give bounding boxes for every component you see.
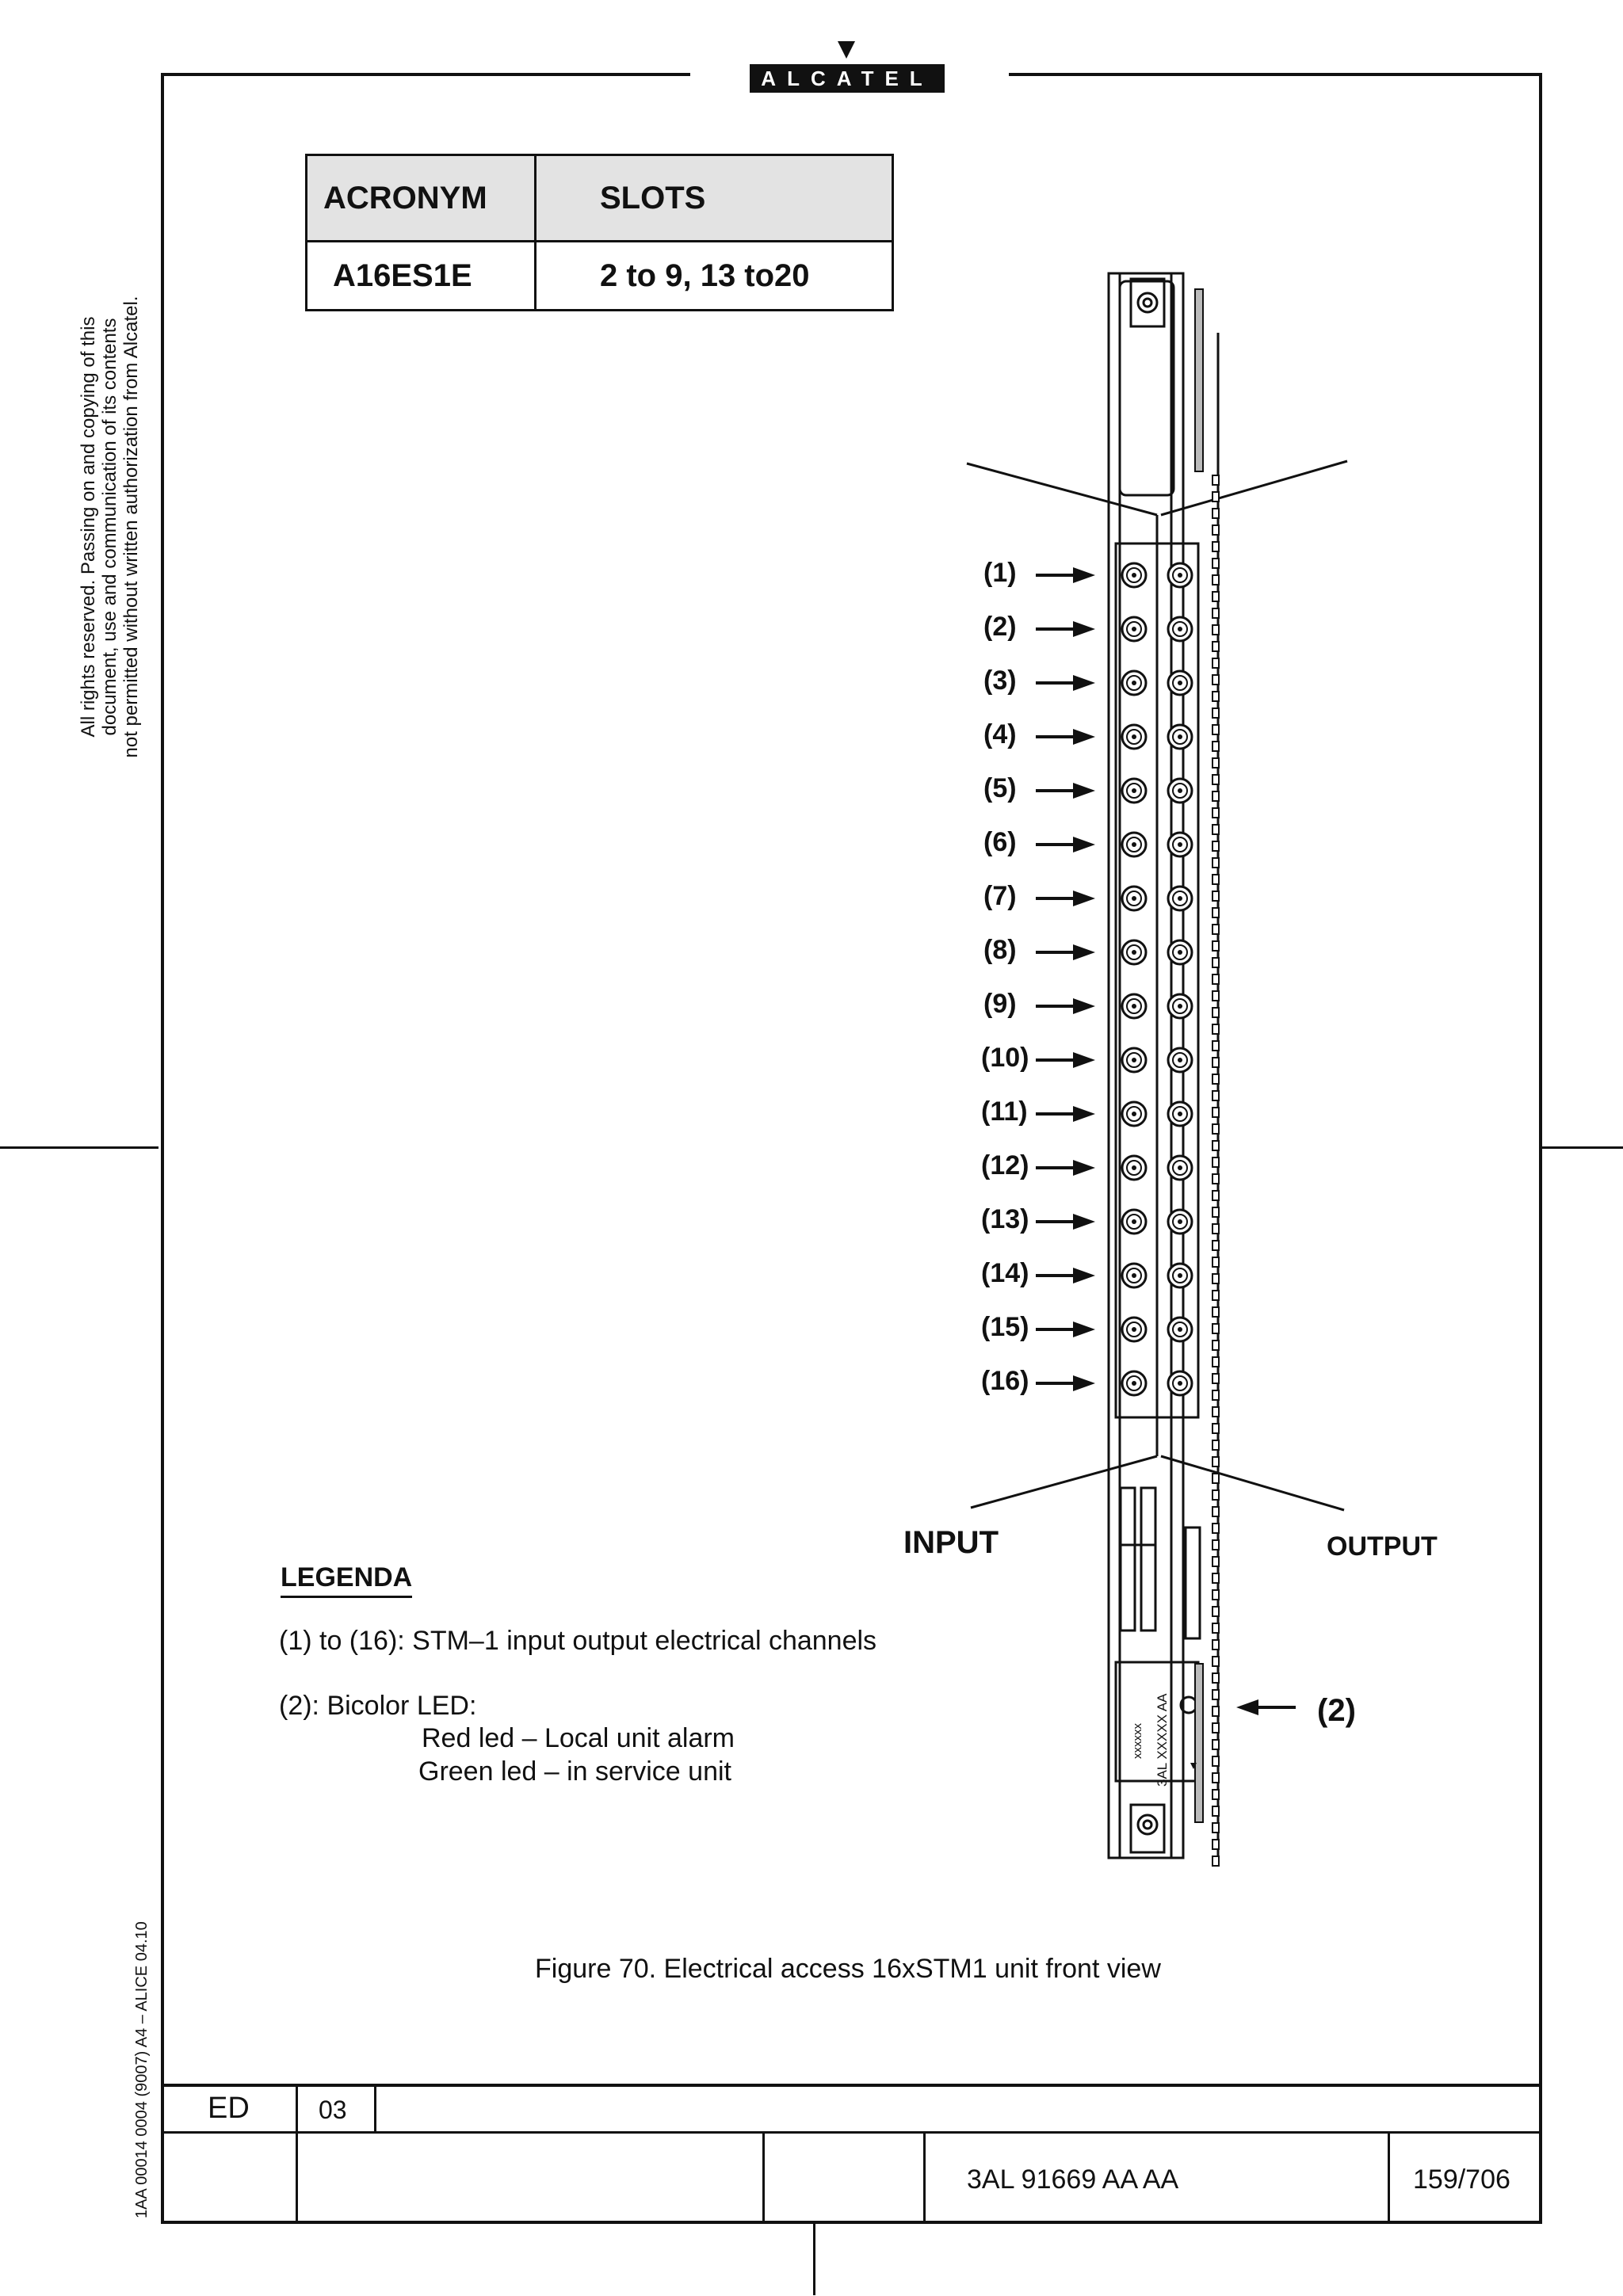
comb-tooth [1212, 1108, 1219, 1117]
channel-arrow-5 [1036, 783, 1095, 799]
comb-tooth [1212, 1407, 1219, 1417]
channel-arrow-3 [1036, 675, 1095, 691]
channel-arrow-13 [1036, 1214, 1095, 1230]
comb-tooth [1212, 742, 1219, 751]
channel-label-11: (11) [981, 1097, 1028, 1127]
input-connector-5 [1122, 779, 1146, 803]
channel-label-3: (3) [983, 666, 1017, 696]
channel-label-13: (13) [981, 1204, 1029, 1234]
comb-tooth [1212, 1274, 1219, 1283]
channel-arrow-2 [1036, 621, 1095, 637]
sticker-code: 3AL XXXXX AA [1155, 1693, 1170, 1787]
legend-red-led: Red led – Local unit alarm [422, 1723, 735, 1753]
output-connector-16 [1168, 1371, 1192, 1395]
footer-mid-rule [161, 2131, 1542, 2134]
comb-tooth [1212, 525, 1219, 535]
slots-header: SLOTS [536, 155, 893, 242]
comb-tooth [1212, 1207, 1219, 1217]
channel-label-10: (10) [981, 1043, 1029, 1073]
comb-tooth [1212, 791, 1219, 801]
input-connector-16 [1122, 1371, 1146, 1395]
comb-tooth [1212, 841, 1219, 851]
input-connector-2 [1122, 617, 1146, 641]
comb-tooth [1212, 1091, 1219, 1100]
channel-label-12: (12) [981, 1150, 1029, 1180]
top-panel [1120, 281, 1174, 495]
comb-tooth [1212, 542, 1219, 551]
comb-tooth [1212, 925, 1219, 934]
footer-top-rule [161, 2084, 1542, 2087]
comb-tooth [1212, 492, 1219, 502]
alcatel-logo: ALCATEL [750, 64, 945, 93]
channel-label-8: (8) [983, 935, 1017, 965]
output-connector-8 [1168, 940, 1192, 964]
channel-label-14: (14) [981, 1258, 1029, 1288]
comb-tooth [1212, 1640, 1219, 1650]
comb-tooth [1212, 825, 1219, 834]
input-label: INPUT [903, 1525, 999, 1560]
output-connector-13 [1168, 1210, 1192, 1234]
comb-tooth [1212, 908, 1219, 917]
comb-tooth [1212, 675, 1219, 685]
output-connector-1 [1168, 563, 1192, 587]
output-connector-10 [1168, 1048, 1192, 1072]
form-code: 1AA 00014 0004 (9007) A4 – ALICE 04.10 [133, 1921, 151, 2218]
comb-tooth [1212, 1307, 1219, 1317]
footer-divider-2 [374, 2084, 376, 2131]
comb-tooth [1212, 775, 1219, 784]
legend-led: (2): Bicolor LED: [279, 1691, 477, 1721]
comb-tooth [1212, 708, 1219, 718]
channel-label-15: (15) [981, 1312, 1029, 1342]
output-connector-5 [1168, 779, 1192, 803]
channel-arrows [1036, 567, 1095, 1391]
output-connector-14 [1168, 1264, 1192, 1287]
comb-tooth [1212, 1440, 1219, 1450]
comb-tooth [1212, 941, 1219, 951]
comb-tooth [1212, 692, 1219, 701]
top-handle [1131, 279, 1164, 326]
footer-bottom-rule [161, 2221, 1542, 2224]
comb-tooth [1212, 1823, 1219, 1833]
document-number: 3AL 91669 AA AA [967, 2164, 1179, 2195]
comb-tooth [1212, 1341, 1219, 1350]
comb-tooth [1212, 1806, 1219, 1816]
comb-tooth [1212, 658, 1219, 668]
output-connector-12 [1168, 1156, 1192, 1180]
comb-tooth [1212, 1623, 1219, 1633]
comb-tooth [1212, 1490, 1219, 1500]
comb-tooth [1212, 1557, 1219, 1566]
comb-tooth [1212, 1607, 1219, 1616]
comb-tooth [1212, 1124, 1219, 1134]
comb-tooth [1212, 1773, 1219, 1783]
input-connector-11 [1122, 1102, 1146, 1126]
comb-tooth [1212, 1590, 1219, 1600]
comb-tooth [1212, 1524, 1219, 1533]
comb-tooth [1212, 725, 1219, 734]
comb-tooth [1212, 1673, 1219, 1683]
channel-arrow-1 [1036, 567, 1095, 583]
comb-tooth [1212, 1141, 1219, 1150]
comb-tooth [1212, 1457, 1219, 1466]
input-connector-4 [1122, 725, 1146, 749]
comb-tooth [1212, 875, 1219, 884]
comb-tooth [1212, 475, 1219, 485]
channel-label-4: (4) [983, 719, 1017, 749]
comb-tooth [1212, 1058, 1219, 1067]
comb-tooth [1212, 592, 1219, 601]
comb-tooth [1212, 1573, 1219, 1583]
comb-tooth [1212, 1324, 1219, 1333]
acronym-value: A16ES1E [307, 242, 536, 311]
logo-marker-icon [836, 40, 857, 60]
comb-tooth [1212, 1690, 1219, 1699]
frame-top-left [161, 73, 690, 76]
input-connector-15 [1122, 1318, 1146, 1341]
comb-tooth [1212, 1723, 1219, 1733]
channel-label-16: (16) [981, 1366, 1029, 1396]
edition-value: 03 [319, 2096, 347, 2124]
comb-tooth [1212, 1657, 1219, 1666]
copyright-notice: All rights reserved. Passing on and copying of this document, use and communication of its contents not permitted without written authorization from Alcatel. [78, 296, 142, 758]
comb-tooth [1212, 1840, 1219, 1849]
output-connector-7 [1168, 887, 1192, 910]
channel-arrow-11 [1036, 1106, 1095, 1122]
input-connector-1 [1122, 563, 1146, 587]
comb-tooth [1212, 1374, 1219, 1383]
comb-tooth [1212, 858, 1219, 868]
comb-tooth [1212, 1291, 1219, 1300]
fold-mark-right [1542, 1146, 1623, 1149]
comb-tooth [1212, 1474, 1219, 1483]
comb-tooth [1212, 1856, 1219, 1866]
channel-label-9: (9) [983, 989, 1017, 1019]
comb-tooth [1212, 1540, 1219, 1550]
channel-label-7: (7) [983, 881, 1017, 911]
frame-left [161, 73, 164, 2224]
fold-mark-bottom [813, 2224, 815, 2295]
slots-value: 2 to 9, 13 to20 [536, 242, 893, 311]
comb-tooth [1212, 608, 1219, 618]
channel-arrow-7 [1036, 891, 1095, 906]
comb-tooth [1212, 1357, 1219, 1367]
comb-tooth [1212, 1041, 1219, 1051]
comb-tooth [1212, 1241, 1219, 1250]
legend-green-led: Green led – in service unit [418, 1756, 731, 1787]
comb-tooth [1212, 991, 1219, 1001]
channel-arrow-4 [1036, 729, 1095, 745]
comb-tooth [1212, 958, 1219, 967]
led-callout: (2) [1317, 1693, 1356, 1728]
channel-label-2: (2) [983, 612, 1017, 642]
comb-tooth [1212, 1756, 1219, 1766]
channel-arrow-9 [1036, 998, 1095, 1014]
comb-tooth [1212, 1224, 1219, 1234]
acronym-table [305, 154, 894, 311]
input-connector-7 [1122, 887, 1146, 910]
page-number: 159/706 [1413, 2164, 1510, 2195]
comb-tooth [1212, 1507, 1219, 1516]
comb-tooth [1212, 1191, 1219, 1200]
footer-divider-1 [296, 2084, 298, 2222]
footer-divider-4 [923, 2131, 926, 2222]
comb-tooth [1212, 1174, 1219, 1184]
channel-arrow-8 [1036, 944, 1095, 960]
output-label: OUTPUT [1327, 1531, 1438, 1562]
input-connector-12 [1122, 1156, 1146, 1180]
comb-tooth [1212, 808, 1219, 818]
output-connector-2 [1168, 617, 1192, 641]
channel-arrow-16 [1036, 1375, 1095, 1391]
frame-top-right [1009, 73, 1542, 76]
comb-tooth [1212, 642, 1219, 651]
comb-tooth [1212, 1074, 1219, 1084]
input-connector-3 [1122, 671, 1146, 695]
input-connector-10 [1122, 1048, 1146, 1072]
comb-tooth [1212, 1158, 1219, 1167]
channel-arrow-6 [1036, 837, 1095, 852]
comb-tooth [1212, 758, 1219, 768]
comb-tooth [1212, 891, 1219, 901]
output-connector-4 [1168, 725, 1192, 749]
footer-divider-5 [1388, 2131, 1390, 2222]
channel-arrow-12 [1036, 1160, 1095, 1176]
comb-tooth [1212, 1257, 1219, 1267]
comb-tooth [1212, 1740, 1219, 1749]
sticker-serial: xxxxxx [1131, 1723, 1144, 1759]
figure-caption: Figure 70. Electrical access 16xSTM1 unit front view [535, 1954, 1161, 1984]
input-connector-6 [1122, 833, 1146, 856]
output-connector-3 [1168, 671, 1192, 695]
comb-tooth [1212, 974, 1219, 984]
comb-tooth [1212, 1424, 1219, 1433]
fold-mark-left [0, 1146, 158, 1149]
comb-tooth [1212, 575, 1219, 585]
output-connector-15 [1168, 1318, 1192, 1341]
comb-tooth [1212, 1790, 1219, 1799]
output-connector-9 [1168, 994, 1192, 1018]
comb-tooth [1212, 1390, 1219, 1400]
input-connector-14 [1122, 1264, 1146, 1287]
comb-tooth [1212, 1008, 1219, 1017]
comb-tooth [1212, 509, 1219, 518]
channel-arrow-14 [1036, 1268, 1095, 1283]
channel-label-1: (1) [983, 558, 1017, 588]
comb-tooth [1212, 1024, 1219, 1034]
legend-channels: (1) to (16): STM–1 input output electrical channels [279, 1626, 877, 1656]
channel-label-5: (5) [983, 773, 1017, 803]
legend-title: LEGENDA [281, 1562, 412, 1598]
output-connector-6 [1168, 833, 1192, 856]
comb-tooth [1212, 625, 1219, 635]
comb-tooth [1212, 559, 1219, 568]
comb-tooth [1212, 1707, 1219, 1716]
footer-divider-3 [762, 2131, 765, 2222]
input-connector-8 [1122, 940, 1146, 964]
acronym-header: ACRONYM [307, 155, 536, 242]
channel-arrow-15 [1036, 1322, 1095, 1337]
input-connector-13 [1122, 1210, 1146, 1234]
edition-label: ED [208, 2092, 250, 2125]
channel-arrow-10 [1036, 1052, 1095, 1068]
output-connector-11 [1168, 1102, 1192, 1126]
input-connector-9 [1122, 994, 1146, 1018]
channel-label-6: (6) [983, 827, 1017, 857]
